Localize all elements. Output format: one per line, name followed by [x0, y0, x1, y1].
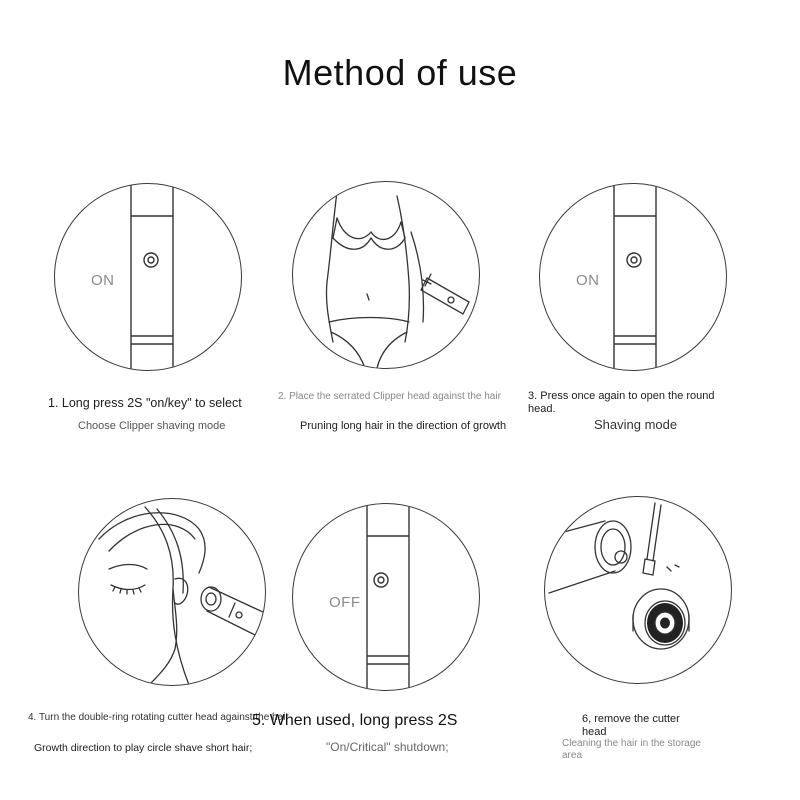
step-1-subcaption: Choose Clipper shaving mode [78, 420, 226, 432]
step-5-illustration [292, 503, 480, 691]
power-on-label: ON [91, 272, 115, 289]
step-1-caption: 1. Long press 2S "on/key" to select [48, 396, 242, 410]
step-4-illustration [78, 498, 266, 686]
step-2-subcaption: Pruning long hair in the direction of growth [300, 420, 507, 432]
step-6-caption: 6, remove the cutter head [582, 713, 680, 738]
step-5-caption: 5. When used, long press 2S [252, 712, 458, 729]
step-2-caption: 2. Place the serrated Clipper head against the hair [278, 391, 501, 402]
step-3-subcaption: Shaving mode [594, 417, 678, 432]
step-6-illustration [544, 496, 732, 684]
step-6-subcaption: Cleaning the hair in the storage area [562, 738, 701, 761]
step-4-caption: 4. Turn the double-ring rotating cutter head against the hair [28, 712, 289, 723]
page-title: Method of use [282, 52, 518, 93]
power-on-label: ON [576, 272, 600, 289]
step-5-subcaption: "On/Critical" shutdown; [326, 740, 449, 754]
power-off-label: OFF [329, 594, 361, 611]
step-2-illustration [292, 181, 480, 369]
step-1-illustration [54, 183, 242, 371]
step-3-caption: 3. Press once again to open the round head. [528, 390, 715, 415]
step-3-illustration [539, 183, 727, 371]
step-4-subcaption: Growth direction to play circle shave short hair; [34, 742, 253, 754]
